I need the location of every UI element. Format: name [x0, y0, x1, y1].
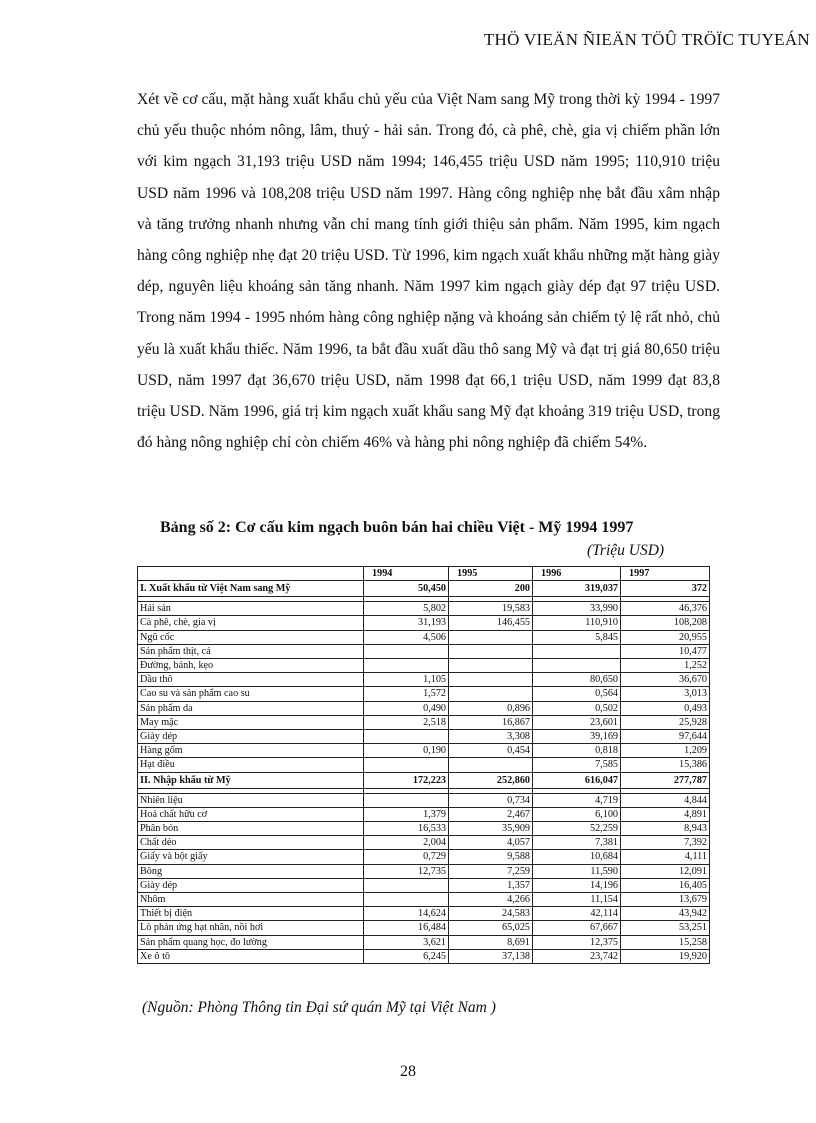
row-label: Chất dẻo — [138, 836, 364, 850]
cell-value: 43,942 — [621, 907, 710, 921]
cell-value: 36,670 — [621, 673, 710, 687]
row-label: Hàng gốm — [138, 744, 364, 758]
cell-value: 6,100 — [533, 807, 621, 821]
cell-value: 200 — [449, 581, 533, 597]
cell-value — [449, 758, 533, 772]
table-row — [138, 715, 710, 729]
cell-value — [449, 659, 533, 673]
cell-value: 65,025 — [449, 921, 533, 935]
cell-value: 110,910 — [533, 616, 621, 630]
table-unit: (Triệu USD) — [587, 542, 665, 559]
cell-value: 52,259 — [533, 822, 621, 836]
cell-value: 1,379 — [364, 807, 449, 821]
cell-value: 12,735 — [364, 864, 449, 878]
table-row — [138, 644, 710, 658]
table-row — [138, 659, 710, 673]
cell-value: 16,405 — [621, 878, 710, 892]
row-label: Hạt điều — [138, 758, 364, 772]
cell-value: 3,621 — [364, 935, 449, 949]
cell-value: 277,787 — [621, 772, 710, 788]
cell-value: 2,518 — [364, 715, 449, 729]
cell-value: 372 — [621, 581, 710, 597]
cell-value: 16,867 — [449, 715, 533, 729]
cell-value: 5,845 — [533, 630, 621, 644]
cell-value: 7,381 — [533, 836, 621, 850]
cell-value: 7,259 — [449, 864, 533, 878]
table-header-row — [138, 567, 710, 581]
table-row — [138, 687, 710, 701]
cell-value: 53,251 — [621, 921, 710, 935]
section-row — [138, 581, 710, 597]
cell-value — [449, 687, 533, 701]
cell-value: 0,502 — [533, 701, 621, 715]
cell-value: 42,114 — [533, 907, 621, 921]
cell-value — [364, 793, 449, 807]
cell-value: 11,154 — [533, 893, 621, 907]
cell-value: 0,729 — [364, 850, 449, 864]
table-row — [138, 630, 710, 644]
row-label: Hoá chất hữu cơ — [138, 807, 364, 821]
cell-value — [364, 878, 449, 892]
table-row — [138, 878, 710, 892]
table-row — [138, 793, 710, 807]
table-row — [138, 864, 710, 878]
cell-value: 15,258 — [621, 935, 710, 949]
cell-value: 10,477 — [621, 644, 710, 658]
table-source: (Nguồn: Phòng Thông tin Đại sứ quán Mỹ tại Việt Nam ) — [142, 999, 496, 1016]
cell-value: 14,196 — [533, 878, 621, 892]
cell-value — [364, 730, 449, 744]
table-row — [138, 701, 710, 715]
cell-value: 9,588 — [449, 850, 533, 864]
cell-value: 16,484 — [364, 921, 449, 935]
cell-value — [449, 630, 533, 644]
cell-value: 33,990 — [533, 602, 621, 616]
row-label: Giày dép — [138, 730, 364, 744]
table-row — [138, 807, 710, 821]
table-row — [138, 907, 710, 921]
cell-value — [449, 644, 533, 658]
cell-value: 108,208 — [621, 616, 710, 630]
row-label: May mặc — [138, 715, 364, 729]
table-title: Bảng số 2: Cơ cấu kim ngạch buôn bán hai chiều Việt - Mỹ 1994 1997 — [160, 519, 634, 536]
page-header: THÖ VIEÄN ÑIEÄN TÖÛ TRÖÏC TUYEÁN — [483, 30, 810, 49]
cell-value: 23,742 — [533, 949, 621, 963]
cell-value — [364, 644, 449, 658]
cell-value: 8,691 — [449, 935, 533, 949]
table-row — [138, 935, 710, 949]
cell-value: 16,533 — [364, 822, 449, 836]
cell-value: 13,679 — [621, 893, 710, 907]
cell-value: 1,572 — [364, 687, 449, 701]
cell-value: 80,650 — [533, 673, 621, 687]
row-label: Nhiên liệu — [138, 793, 364, 807]
cell-value: 0,493 — [621, 701, 710, 715]
cell-value: 25,928 — [621, 715, 710, 729]
cell-value: 19,583 — [449, 602, 533, 616]
body-paragraph — [137, 84, 720, 458]
cell-value: 31,193 — [364, 616, 449, 630]
table-row — [138, 744, 710, 758]
cell-value: 0,190 — [364, 744, 449, 758]
row-label: Dầu thô — [138, 673, 364, 687]
table-row — [138, 921, 710, 935]
year-header: 1997 — [621, 567, 710, 581]
row-label: II. Nhập khẩu từ Mỹ — [138, 772, 364, 788]
cell-value: 8,943 — [621, 822, 710, 836]
cell-value: 14,624 — [364, 907, 449, 921]
cell-value: 4,506 — [364, 630, 449, 644]
cell-value: 24,583 — [449, 907, 533, 921]
cell-value: 23,601 — [533, 715, 621, 729]
cell-value: 97,644 — [621, 730, 710, 744]
cell-value: 4,266 — [449, 893, 533, 907]
cell-value: 252,860 — [449, 772, 533, 788]
table-row — [138, 758, 710, 772]
cell-value — [364, 758, 449, 772]
row-label: Xe ô tô — [138, 949, 364, 963]
cell-value: 0,896 — [449, 701, 533, 715]
cell-value: 2,004 — [364, 836, 449, 850]
row-label: Ngũ cốc — [138, 630, 364, 644]
cell-value: 37,138 — [449, 949, 533, 963]
row-label: I. Xuất khẩu từ Việt Nam sang Mỹ — [138, 581, 364, 597]
cell-value: 0,564 — [533, 687, 621, 701]
cell-value — [364, 893, 449, 907]
cell-value — [533, 644, 621, 658]
cell-value: 19,920 — [621, 949, 710, 963]
cell-value: 1,209 — [621, 744, 710, 758]
year-header: 1996 — [533, 567, 621, 581]
cell-value — [364, 659, 449, 673]
cell-value: 0,454 — [449, 744, 533, 758]
cell-value: 4,719 — [533, 793, 621, 807]
year-header: 1994 — [364, 567, 449, 581]
cell-value: 0,734 — [449, 793, 533, 807]
row-label: Sản phẩm thịt, cá — [138, 644, 364, 658]
table-row — [138, 616, 710, 630]
row-label: Sản phẩm da — [138, 701, 364, 715]
cell-value: 35,909 — [449, 822, 533, 836]
table-header-empty — [138, 567, 364, 581]
cell-value: 0,818 — [533, 744, 621, 758]
cell-value: 46,376 — [621, 602, 710, 616]
cell-value — [533, 659, 621, 673]
row-label: Cao su và sản phẩm cao su — [138, 687, 364, 701]
cell-value: 39,169 — [533, 730, 621, 744]
cell-value: 2,467 — [449, 807, 533, 821]
cell-value: 12,375 — [533, 935, 621, 949]
table-row — [138, 949, 710, 963]
table-row — [138, 836, 710, 850]
cell-value: 50,450 — [364, 581, 449, 597]
cell-value: 15,386 — [621, 758, 710, 772]
table-row — [138, 730, 710, 744]
row-label: Phân bón — [138, 822, 364, 836]
cell-value: 20,955 — [621, 630, 710, 644]
row-label: Hải sản — [138, 602, 364, 616]
cell-value: 7,392 — [621, 836, 710, 850]
year-header: 1995 — [449, 567, 533, 581]
page-number: 28 — [400, 1063, 416, 1080]
cell-value: 4,844 — [621, 793, 710, 807]
cell-value: 4,111 — [621, 850, 710, 864]
cell-value: 146,455 — [449, 616, 533, 630]
row-label: Lò phản ứng hạt nhân, nồi hơi — [138, 921, 364, 935]
cell-value: 10,684 — [533, 850, 621, 864]
cell-value: 1,105 — [364, 673, 449, 687]
cell-value: 3,013 — [621, 687, 710, 701]
table-row — [138, 673, 710, 687]
cell-value: 172,223 — [364, 772, 449, 788]
cell-value: 1,357 — [449, 878, 533, 892]
table-row — [138, 602, 710, 616]
table-row — [138, 893, 710, 907]
row-label: Bông — [138, 864, 364, 878]
row-label: Nhôm — [138, 893, 364, 907]
row-label: Cà phê, chè, gia vị — [138, 616, 364, 630]
row-label: Giày dép — [138, 878, 364, 892]
cell-value — [449, 673, 533, 687]
row-label: Sản phẩm quang học, đo lường — [138, 935, 364, 949]
cell-value: 3,308 — [449, 730, 533, 744]
cell-value: 6,245 — [364, 949, 449, 963]
cell-value: 319,037 — [533, 581, 621, 597]
cell-value: 67,667 — [533, 921, 621, 935]
row-label: Thiết bị điện — [138, 907, 364, 921]
cell-value: 4,891 — [621, 807, 710, 821]
table-row — [138, 850, 710, 864]
cell-value: 4,057 — [449, 836, 533, 850]
row-label: Giấy và bột giấy — [138, 850, 364, 864]
cell-value: 1,252 — [621, 659, 710, 673]
paragraph-text: Xét về cơ cấu, mặt hàng xuất khẩu chủ yếu của Việt Nam sang Mỹ trong thời kỳ 1994 - 1997 chủ yếu thuộc nhóm nông, lâm, thuỷ - hải sản. Trong đó, cà phê, chè, gia vị chiếm phần lớn với kim ngạch 31,193 triệu USD năm 1994; 146,455 triệu USD năm 1995; 110,910 triệu USD năm 1996 và 108,208 triệu USD năm 1997. Hàng công nghiệp nhẹ bắt đầu xâm nhập và tăng trưởng nhanh nhưng vẫn chỉ mang tính giới thiệu sản phẩm. Năm 1995, kim ngạch hàng công nghiệp nhẹ đạt 20 triệu USD. Từ 1996, kim ngạch xuất khẩu những mặt hàng giày dép, nguyên liệu khoáng sản tăng nhanh. Năm 1997 kim ngạch giày dép đạt 97 triệu USD. Trong năm 1994 - 1995 nhóm hàng công nghiệp nặng và khoáng sản chiếm tỷ lệ rất nhỏ, chủ yếu là xuất khẩu thiếc. Năm 1996, ta bắt đầu xuất dầu thô sang Mỹ và đạt trị giá 80,650 triệu USD, năm 1997 đạt 36,670 triệu USD, năm 1998 đạt 66,1 triệu USD, năm 1999 đạt 83,8 triệu USD. Năm 1996, giá trị kim ngạch xuất khẩu sang Mỹ đạt khoảng 319 triệu USD, trong đó hàng nông nghiệp chỉ còn chiếm 46% và hàng phi nông nghiệp đã chiếm 54%. — [137, 91, 720, 452]
section-row — [138, 772, 710, 788]
table-row — [138, 822, 710, 836]
cell-value: 12,091 — [621, 864, 710, 878]
row-label: Đường, bánh, kẹo — [138, 659, 364, 673]
table-body — [138, 581, 710, 964]
cell-value: 616,047 — [533, 772, 621, 788]
trade-table — [137, 566, 710, 964]
cell-value: 5,802 — [364, 602, 449, 616]
cell-value: 11,590 — [533, 864, 621, 878]
cell-value: 0,490 — [364, 701, 449, 715]
cell-value: 7,585 — [533, 758, 621, 772]
